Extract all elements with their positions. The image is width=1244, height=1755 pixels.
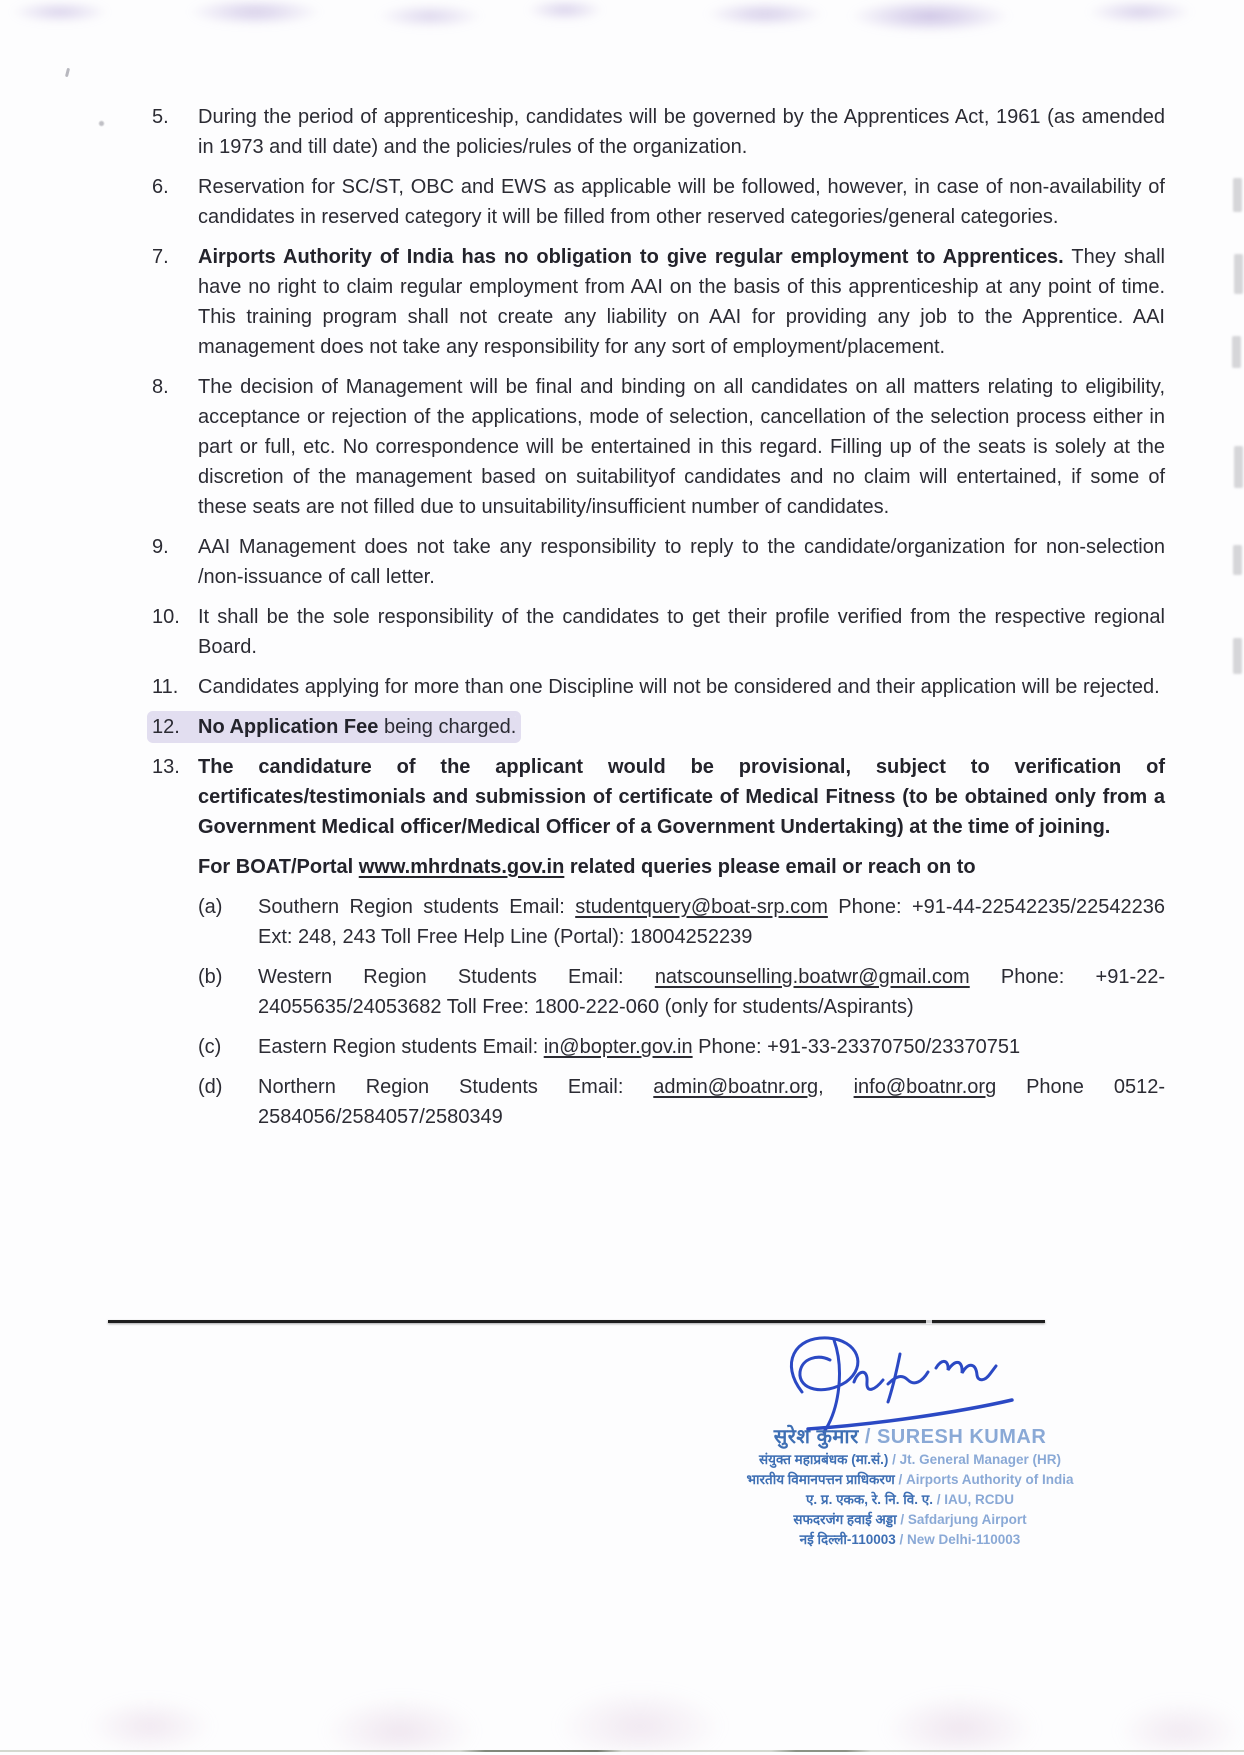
term-item-5	[152, 102, 1165, 162]
stamp-text-english: IAU, RCDU	[944, 1492, 1015, 1507]
scan-edge-line	[0, 1750, 1244, 1752]
footer-divider-line	[108, 1320, 1045, 1323]
email-link[interactable]: info@boatnr.org	[853, 1076, 997, 1098]
item-text	[198, 532, 1165, 592]
contact-western-region	[198, 962, 1165, 1022]
terms-list	[152, 102, 1165, 1142]
stamp-name-line	[640, 1424, 1180, 1450]
stamp-separator: /	[933, 1492, 945, 1507]
contact-text	[258, 962, 1165, 1022]
heading-run: For BOAT/Portal	[198, 856, 359, 878]
item-number: 11.	[152, 676, 179, 698]
item-number: 12.	[152, 716, 180, 738]
stamp-text-hindi: भारतीय विमानपत्तन प्राधिकरण	[746, 1472, 895, 1487]
contact-label: (a)	[198, 896, 223, 918]
item-text-bold-run: The candidature of the applicant would be provisional, subject to verification of certificates/testimonials and submission of certificate of Medical Fitness (to be obtained only from a Government Medical officer/Medical Officer of a Government Undertaking) at the time of joining.	[198, 756, 1165, 838]
contact-text-run: Phone 0512-2584056/2584057/2580349	[258, 1076, 1165, 1128]
item-number: 5.	[152, 106, 169, 128]
stamp-city-line	[640, 1530, 1180, 1550]
stamp-text-english: Safdarjung Airport	[907, 1512, 1027, 1527]
contact-text-run: Phone: +91-33-23370750/23370751	[692, 1036, 1021, 1058]
term-item-13	[152, 752, 1165, 842]
stamp-separator: /	[894, 1472, 906, 1487]
term-item-6	[152, 172, 1165, 232]
stamp-designation-line	[640, 1450, 1180, 1470]
scan-bleedthrough-mark	[1234, 254, 1243, 294]
item-text-bold-run: No Application Fee	[198, 716, 379, 738]
item-number: 13.	[152, 756, 180, 778]
contact-label: (c)	[198, 1036, 222, 1058]
email-link[interactable]: natscounselling.boatwr@gmail.com	[654, 966, 970, 988]
scan-speck	[65, 68, 70, 77]
contact-text	[258, 1032, 1165, 1062]
contact-text-run: Phone: +91-22-24055635/24053682 Toll Free: 1800-222-060 (only for students/Aspirants)	[258, 966, 1166, 1018]
item-text	[198, 752, 1165, 842]
item-text-run: Reservation for SC/ST, OBC and EWS as applicable will be followed, however, in case of non-availability of candidates in reserved category it will be filled from other reserved categories/general categories.	[198, 176, 1165, 228]
contact-text-run: Western Region Students Email:	[258, 966, 655, 988]
stamp-name-hindi: सुरेश कुमार	[773, 1426, 859, 1448]
item-text	[198, 242, 1165, 362]
term-item-7	[152, 242, 1165, 362]
scan-speck	[98, 120, 105, 127]
item-number: 10.	[152, 606, 180, 628]
divider-scan-gap	[926, 1319, 932, 1324]
scan-bleedthrough-mark	[1233, 638, 1242, 674]
item-number: 7.	[152, 246, 169, 268]
term-item-8	[152, 372, 1165, 522]
stamp-text-english: Airports Authority of India	[905, 1472, 1074, 1487]
contact-text-run: Eastern Region students Email:	[258, 1036, 544, 1058]
scan-bleedthrough-mark	[1234, 446, 1243, 488]
contact-label: (b)	[198, 966, 223, 988]
stamp-organization-line	[640, 1470, 1180, 1490]
stamp-text-hindi: ए. प्र. एकक, रे. नि. वि. ए.	[805, 1492, 934, 1507]
stamp-separator: /	[888, 1452, 900, 1467]
item-text-run: During the period of apprenticeship, candidates will be governed by the Apprentices Act, 1961 (as amended in 1973 and till date) and the policies/rules of the organization.	[198, 106, 1165, 158]
item-number: 6.	[152, 176, 169, 198]
email-link[interactable]: in@bopter.gov.in	[543, 1036, 693, 1058]
stamp-separator: /	[895, 1532, 907, 1547]
heading-run: related queries please email or reach on to	[564, 856, 976, 878]
email-link[interactable]: admin@boatnr.org	[653, 1076, 819, 1098]
contact-northern-region	[198, 1072, 1165, 1132]
stamp-separator: /	[896, 1512, 908, 1527]
contact-text-run: Northern Region Students Email:	[258, 1076, 654, 1098]
item-text-run: They shall have no right to claim regular employment from AAI on the basis of this apprenticeship at any point of time. This training program shall not create any liability on AAI for providing any job to the Apprentice. AAI management does not take any responsibility for any sort of employment/placement.	[198, 246, 1165, 358]
scan-bleedthrough-mark	[1232, 336, 1241, 368]
office-stamp	[640, 1424, 1180, 1550]
term-item-11	[152, 672, 1165, 702]
contact-text-run: ,	[818, 1076, 854, 1098]
stamp-unit-line	[640, 1490, 1180, 1510]
stamp-airport-line	[640, 1510, 1180, 1530]
region-contacts-list	[198, 892, 1165, 1132]
item-text-run: being charged.	[378, 716, 517, 738]
stamp-text-hindi: नई दिल्ली-110003	[799, 1532, 896, 1547]
contact-text-run: Phone: +91-44-22542235/22542236 Ext: 248, 243 Toll Free Help Line (Portal): 18004252239	[258, 896, 1165, 948]
portal-url-link[interactable]: www.mhrdnats.gov.in	[358, 856, 565, 878]
item-text	[198, 172, 1165, 232]
contact-label: (d)	[198, 1076, 223, 1098]
stamp-name-english: SURESH KUMAR	[876, 1426, 1047, 1448]
contact-text-run: Southern Region students Email:	[258, 896, 576, 918]
contact-southern-region	[198, 892, 1165, 952]
scan-smudge-bottom	[0, 1656, 1244, 1751]
contact-text	[258, 892, 1165, 952]
item-text-run: It shall be the sole responsibility of the candidates to get their profile verified from the respective regional Board.	[198, 606, 1165, 658]
item-text	[198, 102, 1165, 162]
item-text-run: Candidates applying for more than one Discipline will not be considered and their application will be rejected.	[198, 676, 1160, 698]
stamp-text-english: New Delhi-110003	[907, 1532, 1021, 1547]
item-number: 9.	[152, 536, 169, 558]
highlight-band	[152, 716, 516, 738]
stamp-text-hindi: संयुक्त महाप्रबंधक (मा.सं.)	[759, 1452, 889, 1467]
stamp-separator: /	[858, 1426, 877, 1448]
item-number: 8.	[152, 376, 169, 398]
item-text-run: The decision of Management will be final and binding on all candidates on all matters relating to eligibility, acceptance or rejection of the applications, mode of selection, cancellation of the selection process either in part or full, etc. No correspondence will be entertained in this regard. Filling up of the seats is solely at the discretion of the management based on suitabilityof candidates and no claim will entertained, if some of these seats are not filled due to unsuitability/insufficient number of candidates.	[198, 376, 1165, 518]
term-item-9	[152, 532, 1165, 592]
item-text-bold-run: Airports Authority of India has no obligation to give regular employment to Apprentices.	[198, 246, 1064, 268]
scan-bleedthrough-mark	[1233, 545, 1242, 575]
scan-smudge-top	[0, 0, 1244, 50]
stamp-text-english: Jt. General Manager (HR)	[899, 1452, 1061, 1467]
item-text	[198, 372, 1165, 522]
item-text	[198, 602, 1165, 662]
term-item-10	[152, 602, 1165, 662]
item-text-run: AAI Management does not take any responsibility to reply to the candidate/organization for non-selection /non-issuance of call letter.	[198, 536, 1165, 588]
term-item-12-highlighted	[152, 712, 1165, 742]
boat-portal-heading	[198, 852, 1165, 882]
email-link[interactable]: studentquery@boat-srp.com	[575, 896, 828, 918]
contact-eastern-region	[198, 1032, 1165, 1062]
contact-text	[258, 1072, 1165, 1132]
item-text	[198, 672, 1165, 702]
stamp-text-hindi: सफदरजंग हवाई अड्डा	[793, 1512, 897, 1527]
scan-bleedthrough-mark	[1233, 178, 1242, 212]
